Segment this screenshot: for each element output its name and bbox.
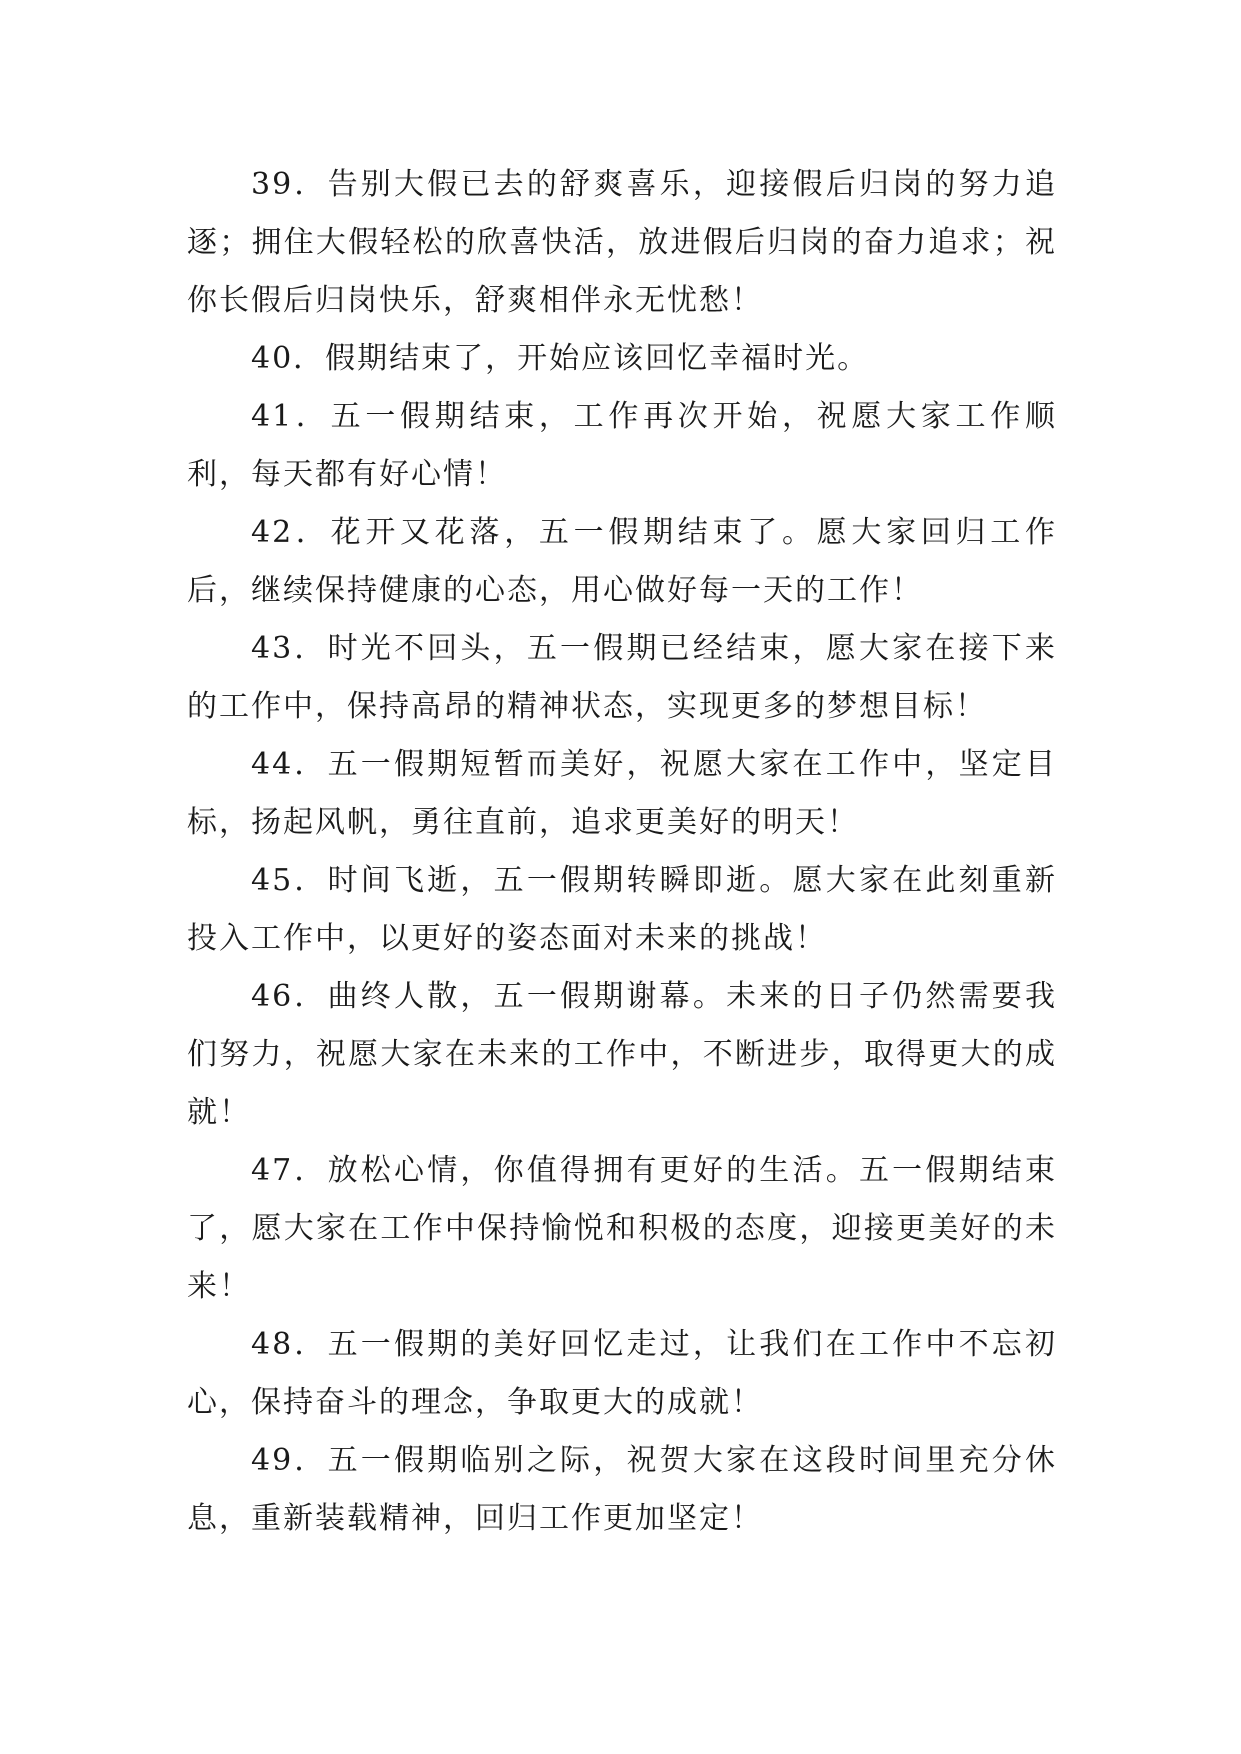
paragraph-41: 41．五一假期结束，工作再次开始，祝愿大家工作顺利，每天都有好心情！ <box>187 399 1057 492</box>
paragraph-44: 44．五一假期短暂而美好，祝愿大家在工作中，坚定目标，扬起风帆，勇往直前，追求更美好的明天！ <box>187 747 1057 840</box>
document-body <box>187 156 1057 1548</box>
paragraph-47: 47．放松心情，你值得拥有更好的生活。五一假期结束了，愿大家在工作中保持愉悦和积极的态度，迎接更美好的未来！ <box>187 1153 1057 1304</box>
paragraph-45: 45．时间飞逝，五一假期转瞬即逝。愿大家在此刻重新投入工作中，以更好的姿态面对未来的挑战！ <box>187 863 1057 956</box>
paragraph-49: 49．五一假期临别之际，祝贺大家在这段时间里充分休息，重新装载精神，回归工作更加坚定！ <box>187 1443 1057 1536</box>
paragraph-43: 43．时光不回头，五一假期已经结束，愿大家在接下来的工作中，保持高昂的精神状态，实现更多的梦想目标！ <box>187 631 1057 724</box>
paragraph-40: 40．假期结束了，开始应该回忆幸福时光。 <box>251 341 870 376</box>
paragraph-39: 39．告别大假已去的舒爽喜乐，迎接假后归岗的努力追逐；拥住大假轻松的欣喜快活，放进假后归岗的奋力追求；祝你长假后归岗快乐，舒爽相伴永无忧愁！ <box>187 167 1057 318</box>
paragraph-46: 46．曲终人散，五一假期谢幕。未来的日子仍然需要我们努力，祝愿大家在未来的工作中，不断进步，取得更大的成就！ <box>187 979 1057 1130</box>
paragraph-48: 48．五一假期的美好回忆走过，让我们在工作中不忘初心，保持奋斗的理念，争取更大的成就！ <box>187 1327 1057 1420</box>
paragraph-42: 42．花开又花落，五一假期结束了。愿大家回归工作后，继续保持健康的心态，用心做好每一天的工作！ <box>187 515 1057 608</box>
